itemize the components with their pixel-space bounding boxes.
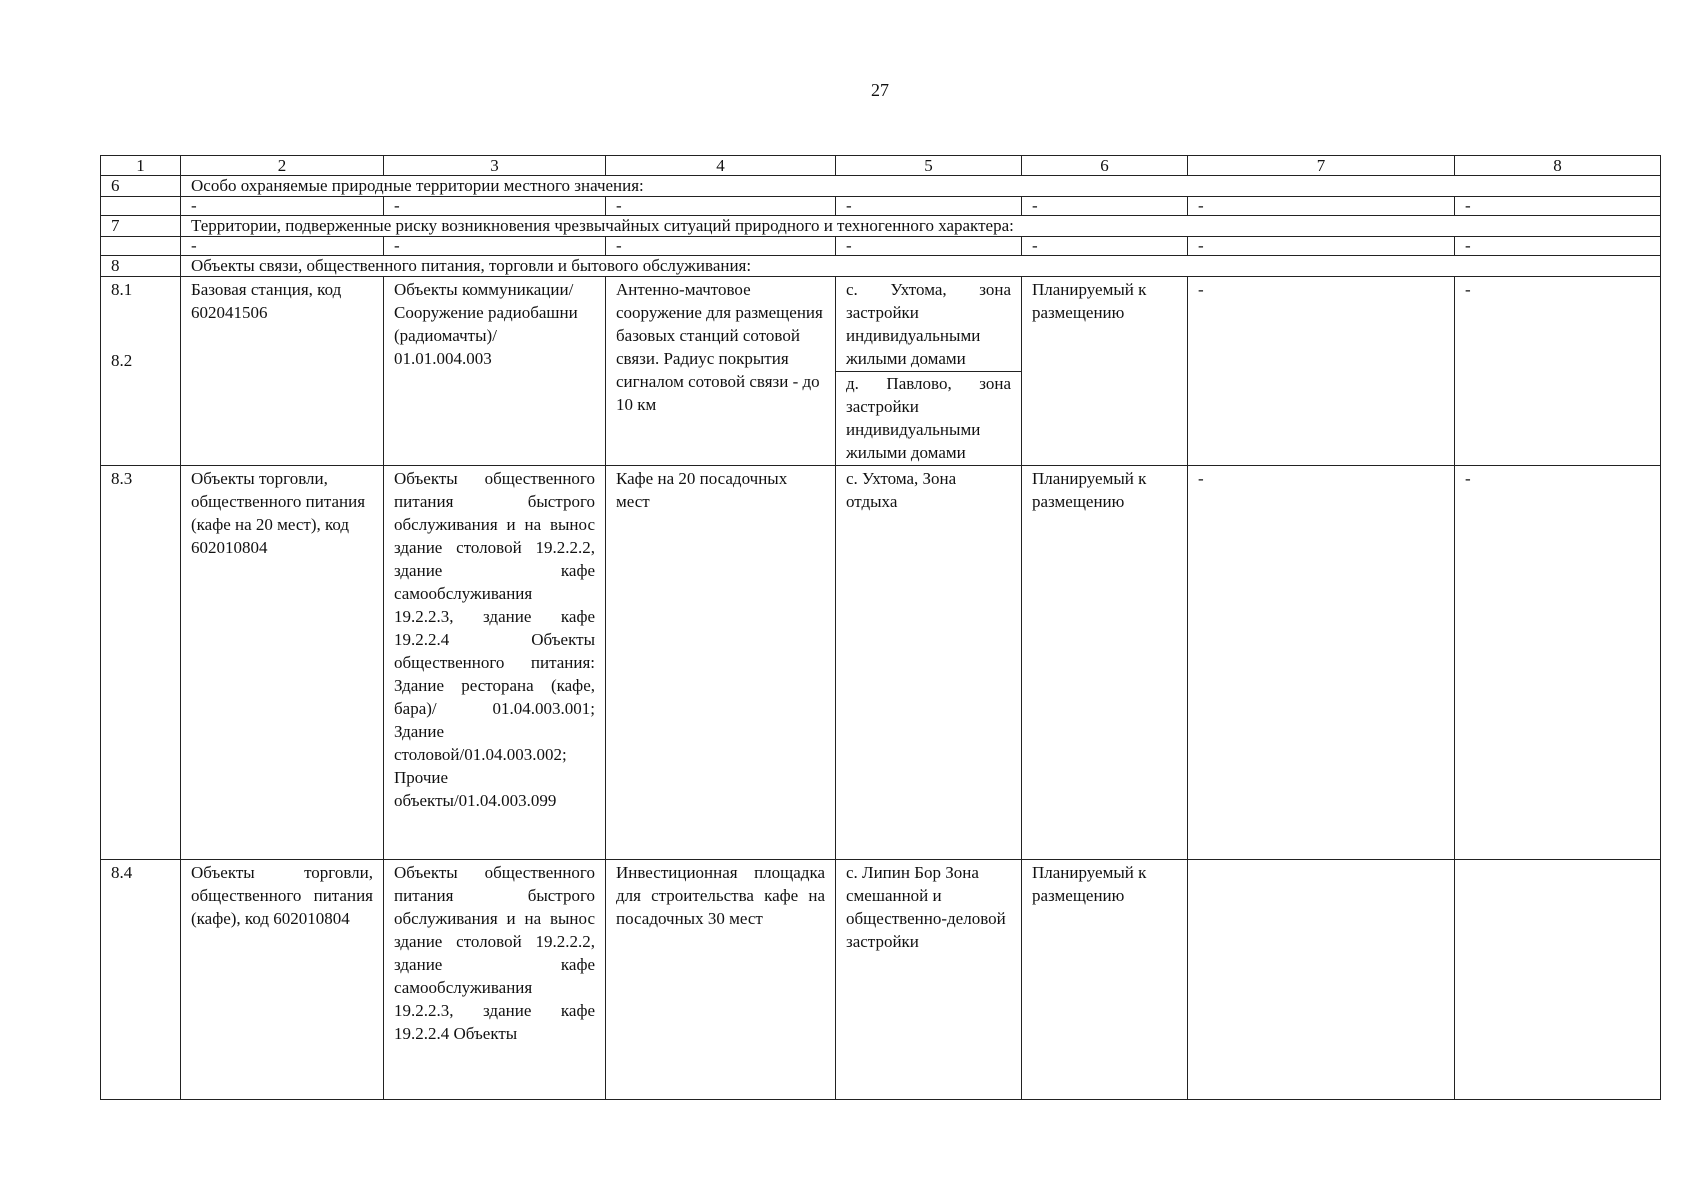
location: с. Ухтома, зона застройки индивидуальными жилыми домами <box>846 280 1011 368</box>
empty-row <box>101 237 1661 256</box>
row-number: 8.2 <box>111 351 133 370</box>
dash-cell: - <box>384 197 606 216</box>
row-number: 8.3 <box>101 466 181 860</box>
section-row-6 <box>101 176 1661 197</box>
column-header: 2 <box>181 156 384 176</box>
dash-cell: - <box>181 237 384 256</box>
dash-cell: - <box>836 197 1022 216</box>
empty-row <box>101 197 1661 216</box>
table-cell <box>1455 860 1661 1100</box>
dash-cell: - <box>1455 197 1661 216</box>
section-number: 8 <box>101 256 181 277</box>
table-cell: - <box>1188 277 1455 466</box>
section-number: 6 <box>101 176 181 197</box>
object-name: Объекты торговли, общественного питания (кафе), код 602010804 <box>181 860 384 1100</box>
column-header-row <box>101 156 1661 176</box>
column-header: 4 <box>606 156 836 176</box>
dash-cell: - <box>1455 237 1661 256</box>
row-number-cell <box>101 277 181 466</box>
divider <box>836 371 1021 372</box>
object-name: Базовая станция, код 602041506 <box>181 277 384 466</box>
object-description: Кафе на 20 посадочных мест <box>606 466 836 860</box>
table-cell <box>1188 860 1455 1100</box>
status: Планируемый к размещению <box>1022 466 1188 860</box>
section-title: Территории, подверженные риску возникновения чрезвычайных ситуаций природного и техногенного характера: <box>181 216 1661 237</box>
row-number: 8.4 <box>101 860 181 1100</box>
location-cell <box>836 277 1022 466</box>
column-header: 5 <box>836 156 1022 176</box>
location: с. Ухтома, Зона отдыха <box>836 466 1022 860</box>
object-description: Инвестиционная площадка для строительства кафе на посадочных 30 мест <box>606 860 836 1100</box>
section-number: 7 <box>101 216 181 237</box>
column-header: 8 <box>1455 156 1661 176</box>
object-description: Антенно-мачтовое сооружение для размещения базовых станций сотовой связи. Радиус покрытия сигналом сотовой связи - до 10 км <box>606 277 836 466</box>
location: с. Липин Бор Зона смешанной и общественно-деловой застройки <box>836 860 1022 1100</box>
section-row-8 <box>101 256 1661 277</box>
table-row <box>101 860 1661 1100</box>
dash-cell: - <box>606 237 836 256</box>
section-title: Особо охраняемые природные территории местного значения: <box>181 176 1661 197</box>
dash-cell: - <box>836 237 1022 256</box>
table-row <box>101 466 1661 860</box>
column-header: 7 <box>1188 156 1455 176</box>
page-number: 27 <box>871 80 889 100</box>
section-row-7 <box>101 216 1661 237</box>
dash-cell: - <box>384 237 606 256</box>
table-cell: - <box>1455 466 1661 860</box>
table-cell <box>101 237 181 256</box>
location: д. Павлово, зона застройки индивидуальными жилыми домами <box>846 374 1011 462</box>
object-type: Объекты коммуникации/ Сооружение радиобашни (радиомачты)/ 01.01.004.003 <box>384 277 606 466</box>
dash-cell: - <box>1022 197 1188 216</box>
status: Планируемый к размещению <box>1022 860 1188 1100</box>
object-type: Объекты общественного питания быстрого обслуживания и на вынос здание столовой 19.2.2.2, здание кафе самообслуживания 19.2.2.3, здание кафе 19.2.2.4 Объекты <box>384 860 606 1100</box>
object-name: Объекты торговли, общественного питания (кафе на 20 мест), код 602010804 <box>181 466 384 860</box>
table-cell: - <box>1188 466 1455 860</box>
row-number: 8.1 <box>111 280 133 299</box>
planning-table <box>100 155 1661 1100</box>
object-type: Объекты общественного питания быстрого обслуживания и на вынос здание столовой 19.2.2.2, здание кафе самообслуживания 19.2.2.3, здание кафе 19.2.2.4 Объекты общественного питания: Здание ресторана (кафе, бара)/ 01.04.003.001; Здание столовой/01.04.003.002; Прочие объекты/01.04.003.099 <box>384 466 606 860</box>
table-row <box>101 277 1661 466</box>
status: Планируемый к размещению <box>1022 277 1188 466</box>
dash-cell: - <box>606 197 836 216</box>
spacer <box>111 301 170 349</box>
table-cell <box>101 197 181 216</box>
dash-cell: - <box>1188 237 1455 256</box>
column-header: 1 <box>101 156 181 176</box>
dash-cell: - <box>1022 237 1188 256</box>
column-header: 3 <box>384 156 606 176</box>
column-header: 6 <box>1022 156 1188 176</box>
dash-cell: - <box>181 197 384 216</box>
section-title: Объекты связи, общественного питания, торговли и бытового обслуживания: <box>181 256 1661 277</box>
table-cell: - <box>1455 277 1661 466</box>
dash-cell: - <box>1188 197 1455 216</box>
